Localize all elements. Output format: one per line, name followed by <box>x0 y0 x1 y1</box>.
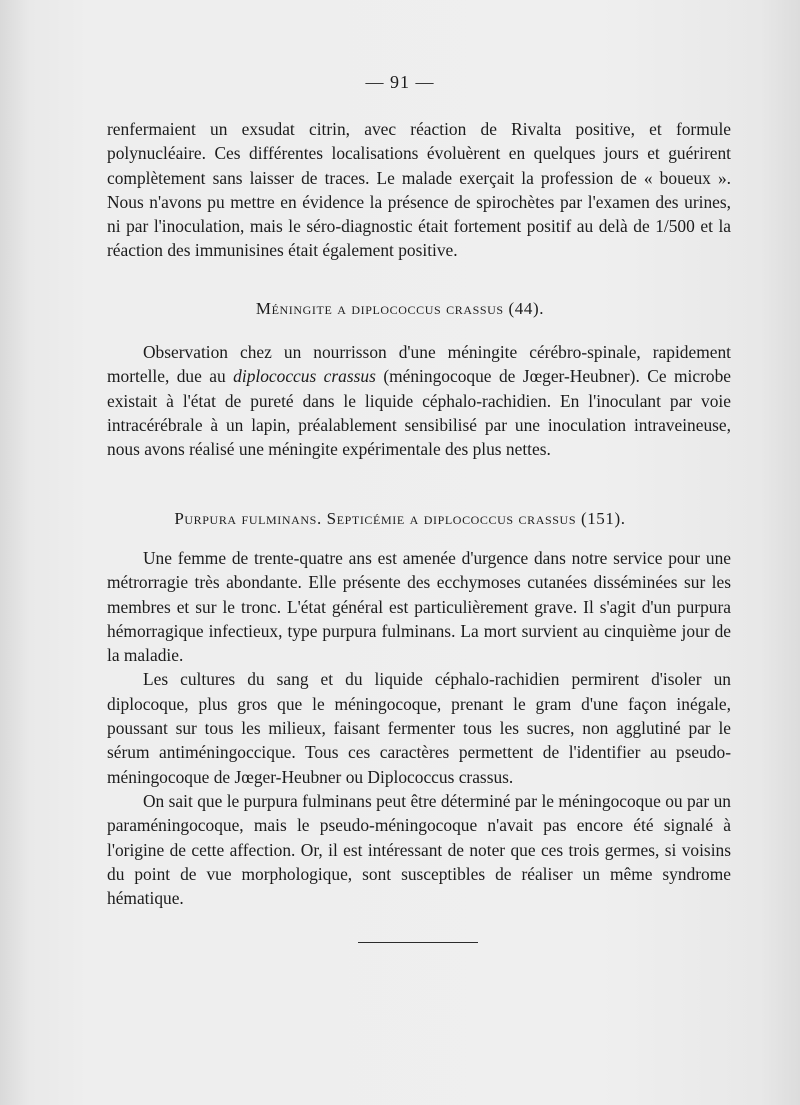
end-rule <box>358 942 478 943</box>
paragraph-text <box>107 340 731 461</box>
text-run: Observation chez un nourrisson d'une méningite cérébro-spinale, rapidement mortelle, due au <box>107 342 731 387</box>
paragraph-case-description: Une femme de trente-quatre ans est amenée d'urgence dans notre service pour une métrorragie très abondante. Elle présente des ecchymoses cutanées disséminées sur les membres et sur le tronc. L'état général est particulièrement grave. Il s'agit d'un purpura hémorragique infectieux, type purpura fulminans. La mort survient au cinquième jour de la maladie. <box>107 548 731 666</box>
text-run: (méningocoque de Jœger-Heubner). Ce microbe existait à l'état de pureté dans le liquide céphalo-rachidien. En l'inoculant par voie intracérébrale à un lapin, préalablement sensibilisé par une inoculation intraveineuse, nous avons réalisé une méningite expérimentale des plus nettes. <box>107 366 731 460</box>
paragraph-observation <box>107 340 731 461</box>
italic-term: diplococcus crassus <box>233 366 376 387</box>
section-heading-meningite: Méningite a diplococcus crassus (44). <box>255 299 545 318</box>
section-purpura-body <box>107 546 731 910</box>
paragraph-rivalta <box>107 117 731 263</box>
section-heading-purpura: Purpura fulminans. Septicémie a diplococcus crassus (151). <box>174 509 626 528</box>
page-number: — 91 — <box>365 72 435 92</box>
paragraph-text: renfermaient un exsudat citrin, avec réaction de Rivalta positive, et formule polynucléaire. Ces différentes localisations évoluèrent en quelques jours et guérirent complètement sans laisser de traces. Le malade exerçait la profession de « boueux ». Nous n'avons pu mettre en évidence la présence de spirochètes par l'examen des urines, ni par l'inoculation, mais le séro-diagnostic était fortement positif au delà de 1/500 et la réaction des immunisines était également positive. <box>107 119 731 261</box>
paragraph-cultures: Les cultures du sang et du liquide céphalo-rachidien permirent d'isoler un diplocoque, plus gros que le méningocoque, prenant le gram d'une façon inégale, poussant sur tous les milieux, faisant fermenter tous les sucres, non agglutiné par le sérum antiméningoccique. Tous ces caractères permettent de l'identifier au pseudo-méningocoque de Jœger-Heubner ou Diplococcus crassus. <box>107 669 731 787</box>
paragraph-conclusion: On sait que le purpura fulminans peut être déterminé par le méningocoque ou par un paraméningocoque, mais le pseudo-méningocoque n'avait pas encore été signalé à l'origine de cette affection. Or, il est intéressant de noter que ces trois germes, si voisins du point de vue morphologique, sont susceptibles de réaliser un même syndrome hématique. <box>107 790 731 909</box>
